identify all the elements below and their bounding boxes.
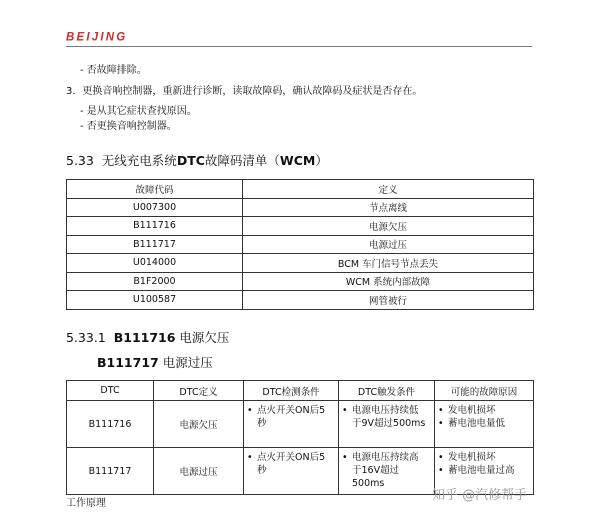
- header-detection: DTC检测条件: [244, 381, 339, 401]
- cell-code: B111716: [67, 217, 243, 236]
- bullet-icon: •: [342, 405, 348, 416]
- cell-code: U014000: [67, 254, 243, 273]
- bullet-icon: •: [247, 405, 253, 416]
- header-dtc-definition: DTC定义: [154, 381, 244, 401]
- header-definition: 定义: [243, 180, 534, 199]
- table-row: [67, 217, 534, 236]
- dtc-detail-table: [66, 380, 534, 495]
- section-title-pre: 无线充电系统: [101, 153, 177, 168]
- footer-heading: 工作原理: [66, 498, 106, 509]
- subsection-code-1: B111716: [113, 330, 176, 345]
- header-divider: [66, 46, 532, 47]
- step-line-2: 3．更换音响控制器，重新进行诊断，读取故障码，确认故障码及症状是否存在。: [66, 86, 423, 97]
- cause-item: 发电机损坏: [448, 452, 496, 463]
- cell-code: B1F2000: [67, 272, 243, 291]
- header-trigger: DTC触发条件: [339, 381, 435, 401]
- detection-line: 点火开关ON后5: [257, 452, 326, 463]
- trigger-line: 电源电压持续高: [352, 452, 419, 463]
- cell-definition: WCM 系统内部故障: [243, 272, 534, 291]
- table-row: [67, 291, 534, 310]
- cell-dtc: B111716: [67, 401, 154, 448]
- subsection-label-1: 电源欠压: [179, 330, 230, 345]
- table-row: [67, 272, 534, 291]
- watermark: 知乎 @汽修帮手: [432, 488, 528, 503]
- detection-line: 秒: [257, 465, 267, 476]
- cell-detection: [244, 448, 339, 495]
- cell-definition: 电源过压: [154, 448, 244, 495]
- cell-causes: [435, 401, 534, 448]
- beijing-logo: [66, 30, 152, 42]
- dtc-code-table: [66, 179, 534, 310]
- trigger-line: 于9V超过500ms: [352, 418, 426, 429]
- cell-trigger: [339, 448, 435, 495]
- logo-text: BEIJING: [66, 31, 128, 42]
- cause-item: 发电机损坏: [448, 405, 496, 416]
- bullet-icon: •: [438, 418, 444, 429]
- subsection-heading-1: [66, 328, 229, 346]
- table-row: [67, 198, 534, 217]
- cell-definition: 网管被行: [243, 291, 534, 310]
- subsection-heading-2: [97, 353, 213, 371]
- table-row: [67, 235, 534, 254]
- bullet-icon: •: [438, 405, 444, 416]
- trigger-line: 电源电压持续低: [352, 405, 419, 416]
- subsection-label-2: 电源过压: [162, 355, 213, 370]
- bullet-icon: •: [438, 452, 444, 463]
- section-title-bold: DTC: [176, 153, 205, 168]
- section-title-bold2: WCM: [279, 153, 316, 168]
- trigger-line: 于16V超过500ms: [352, 465, 400, 489]
- section-title: [66, 151, 328, 169]
- step-line-3: - 是从其它症状查找原因。: [80, 106, 197, 117]
- cell-definition: 电源欠压: [243, 217, 534, 236]
- bullet-icon: •: [342, 452, 348, 463]
- section-title-end: ）: [315, 153, 328, 168]
- table-header-row: [67, 180, 534, 199]
- detection-line: 点火开关ON后5: [257, 405, 326, 416]
- cell-code: U100587: [67, 291, 243, 310]
- subsection-code-2: B111717: [97, 355, 159, 370]
- cell-detection: [244, 401, 339, 448]
- cell-dtc: B111717: [67, 448, 154, 495]
- cell-definition: 电源过压: [243, 235, 534, 254]
- subsection-number: 5.33.1: [66, 330, 106, 345]
- table-header-row: [67, 381, 534, 401]
- step-line-1: - 否故障排除。: [80, 65, 147, 76]
- table-row: [67, 401, 534, 448]
- cause-item: 蓄电池电量低: [448, 418, 506, 429]
- header-dtc: DTC: [67, 381, 154, 401]
- section-title-post: 故障码清单（: [204, 153, 280, 168]
- bullet-icon: •: [438, 465, 444, 476]
- detection-line: 秒: [257, 418, 267, 429]
- cell-definition: 电源欠压: [154, 401, 244, 448]
- header-code: 故障代码: [67, 180, 243, 199]
- cell-trigger: [339, 401, 435, 448]
- cell-definition: BCM 车门信号节点丢失: [243, 254, 534, 273]
- section-number: 5.33: [66, 153, 94, 168]
- cause-item: 蓄电池电量过高: [448, 465, 515, 476]
- cell-code: B111717: [67, 235, 243, 254]
- cell-definition: 节点离线: [243, 198, 534, 217]
- header-causes: 可能的故障原因: [435, 381, 534, 401]
- step-line-4: - 否更换音响控制器。: [80, 121, 177, 132]
- table-row: [67, 254, 534, 273]
- bullet-icon: •: [247, 452, 253, 463]
- cell-code: U007300: [67, 198, 243, 217]
